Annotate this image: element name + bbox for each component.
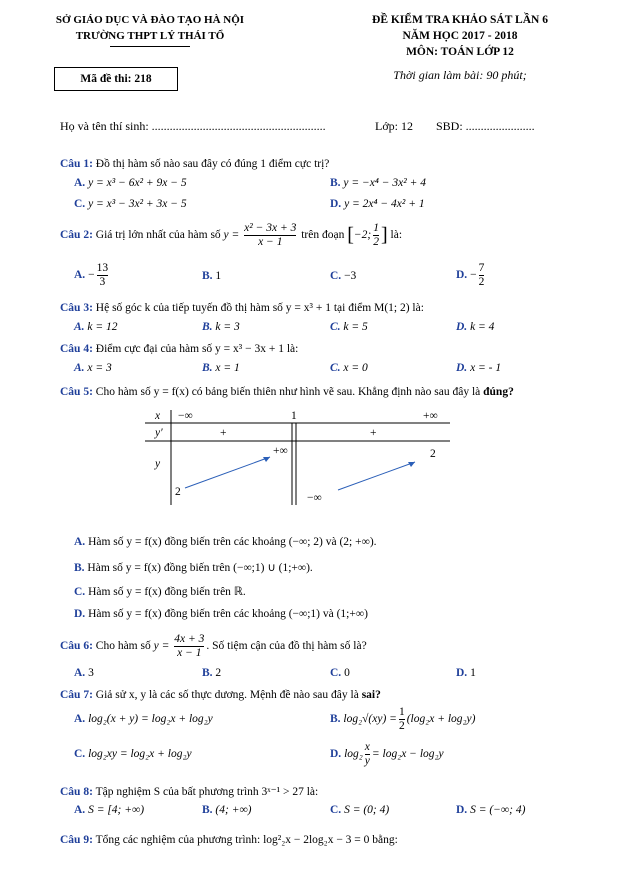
vt-one: 1 — [291, 410, 297, 422]
vt-pos-inf: +∞ — [423, 410, 438, 422]
arrow-left — [185, 457, 270, 488]
vt-neg-inf: −∞ — [178, 410, 193, 422]
q7-option-c[interactable]: C. log₂xy = log₂x + log₂y — [74, 748, 192, 760]
q2-option-d[interactable]: D. − $\frac{7}{2}$ — [456, 262, 485, 288]
q3-option-a[interactable]: A. k = 12 — [74, 321, 118, 333]
q4-option-a[interactable]: A. x = 3 — [74, 362, 112, 374]
question-6: Câu 6: Cho hàm số y = $\frac{4x + 3}{x - 1}$ . Số tiệm cận của đồ thị hàm số là? — [60, 633, 367, 659]
question-7: Câu 7: Giả sử x, y là các số thực dương. Mệnh đề nào sau đây là sai? — [60, 689, 381, 701]
q2-option-b[interactable]: B. 1 — [202, 270, 222, 282]
vt-plus-right: + — [370, 427, 377, 439]
q6-option-c[interactable]: C. 0 — [330, 667, 350, 679]
vt-y-label: y — [155, 458, 161, 470]
q6-option-a[interactable]: A. 3 — [74, 667, 94, 679]
student-sbd: SBD: ....................... — [436, 119, 535, 133]
vt-x-label: x — [155, 410, 161, 422]
arrow-right — [338, 462, 415, 490]
q4-option-b[interactable]: B. x = 1 — [202, 362, 240, 374]
q1-option-d[interactable]: D. y = 2x⁴ − 4x² + 1 — [330, 198, 425, 210]
question-8: Câu 8: Tập nghiệm S của bất phương trình 3ˣ⁻¹ > 27 là: — [60, 786, 319, 798]
q8-option-b[interactable]: B. (4; +∞) — [202, 804, 252, 816]
q8-option-d[interactable]: D. S = (−∞; 4) — [456, 804, 526, 816]
q5-option-a[interactable]: A. Hàm số y = f(x) đồng biến trên các khoảng (−∞; 2) và (2; +∞). — [74, 536, 377, 548]
q8-option-a[interactable]: A. S = [4; +∞) — [74, 804, 145, 816]
q8-option-c[interactable]: C. S = (0; 4) — [330, 804, 390, 816]
q2-option-a[interactable]: A. − $\frac{13}{3}$ — [74, 262, 109, 288]
student-class: Lớp: 12 — [375, 119, 414, 133]
q7-option-a[interactable]: A. log₂(x + y) = log₂x + log₂y — [74, 713, 213, 725]
dept-name: SỞ GIÁO DỤC VÀ ĐÀO TẠO HÀ NỘI — [55, 14, 245, 26]
vt-top-mid: +∞ — [273, 445, 288, 457]
q1-option-b[interactable]: B. y = −x⁴ − 3x² + 4 — [330, 177, 426, 189]
subject: MÔN: TOÁN LỚP 12 — [406, 46, 514, 58]
question-5: Câu 5: Cho hàm số y = f(x) có bảng biến thiên như hình vẽ sau. Khẳng định nào sau đây là đúng? — [60, 386, 514, 398]
header-rule — [110, 46, 190, 47]
school-year: NĂM HỌC 2017 - 2018 — [402, 30, 518, 42]
question-1: Câu 1: Đồ thị hàm số nào sau đây có đúng 1 điểm cực trị? — [60, 158, 330, 170]
time-limit: Thời gian làm bài: 90 phút; — [393, 68, 527, 82]
q3-option-d[interactable]: D. k = 4 — [456, 321, 495, 333]
student-name-line: Họ và tên thí sinh: .......................................................... — [60, 119, 326, 133]
vt-bot-mid: −∞ — [307, 492, 322, 504]
q4-option-d[interactable]: D. x = - 1 — [456, 362, 502, 374]
q1-option-c[interactable]: C. y = x³ − 3x² + 3x − 5 — [74, 198, 187, 210]
vt-yprime-label: y′ — [155, 427, 163, 439]
q1-option-a[interactable]: A. y = x³ − 6x² + 9x − 5 — [74, 177, 187, 189]
q3-option-c[interactable]: C. k = 5 — [330, 321, 368, 333]
school-name: TRƯỜNG THPT LÝ THÁI TỔ — [75, 30, 225, 42]
q6-option-b[interactable]: B. 2 — [202, 667, 222, 679]
vt-bot-left: 2 — [175, 486, 181, 498]
vt-plus-left: + — [220, 427, 227, 439]
q6-option-d[interactable]: D. 1 — [456, 667, 476, 679]
q7-option-b[interactable]: B. log₂√(xy) = $\frac{1}{2}$ (log₂x + log₂y) — [330, 706, 476, 732]
q3-option-b[interactable]: B. k = 3 — [202, 321, 240, 333]
q5-option-b[interactable]: B. Hàm số y = f(x) đồng biến trên (−∞;1) ∪ (1;+∞). — [74, 562, 313, 574]
q5-option-c[interactable]: C. Hàm số y = f(x) đồng biến trên ℝ. — [74, 586, 246, 598]
exam-code-box: Mã đề thi: 218 — [54, 67, 178, 91]
q7-option-d[interactable]: D. log₂ $\frac{x}{y}$ = log₂x − log₂y — [330, 741, 444, 767]
variation-table-lines — [145, 410, 450, 505]
question-2: Câu 2: Giá trị lớn nhất của hàm số y = $\frac{\text{x² − 3x + 3}}{x - 1}$ trên đoạn [−2; $\frac{1}{2}$ ] là: — [60, 222, 403, 248]
question-9: Câu 9: Tổng các nghiệm của phương trình: log²₂x − 2log₂x − 3 = 0 bằng: — [60, 834, 398, 846]
q2-option-c[interactable]: C. −3 — [330, 270, 357, 282]
q4-option-c[interactable]: C. x = 0 — [330, 362, 368, 374]
question-3: Câu 3: Hệ số góc k của tiếp tuyến đồ thị hàm số y = x³ + 1 tại điểm M(1; 2) là: — [60, 302, 424, 314]
question-4: Câu 4: Điểm cực đại của hàm số y = x³ − 3x + 1 là: — [60, 343, 299, 355]
vt-top-right: 2 — [430, 448, 436, 460]
variation-table — [145, 410, 450, 505]
q5-option-d[interactable]: D. Hàm số y = f(x) đồng biến trên các khoảng (−∞;1) và (1;+∞) — [74, 608, 368, 620]
exam-title: ĐỀ KIỂM TRA KHẢO SÁT LẦN 6 — [372, 14, 548, 26]
